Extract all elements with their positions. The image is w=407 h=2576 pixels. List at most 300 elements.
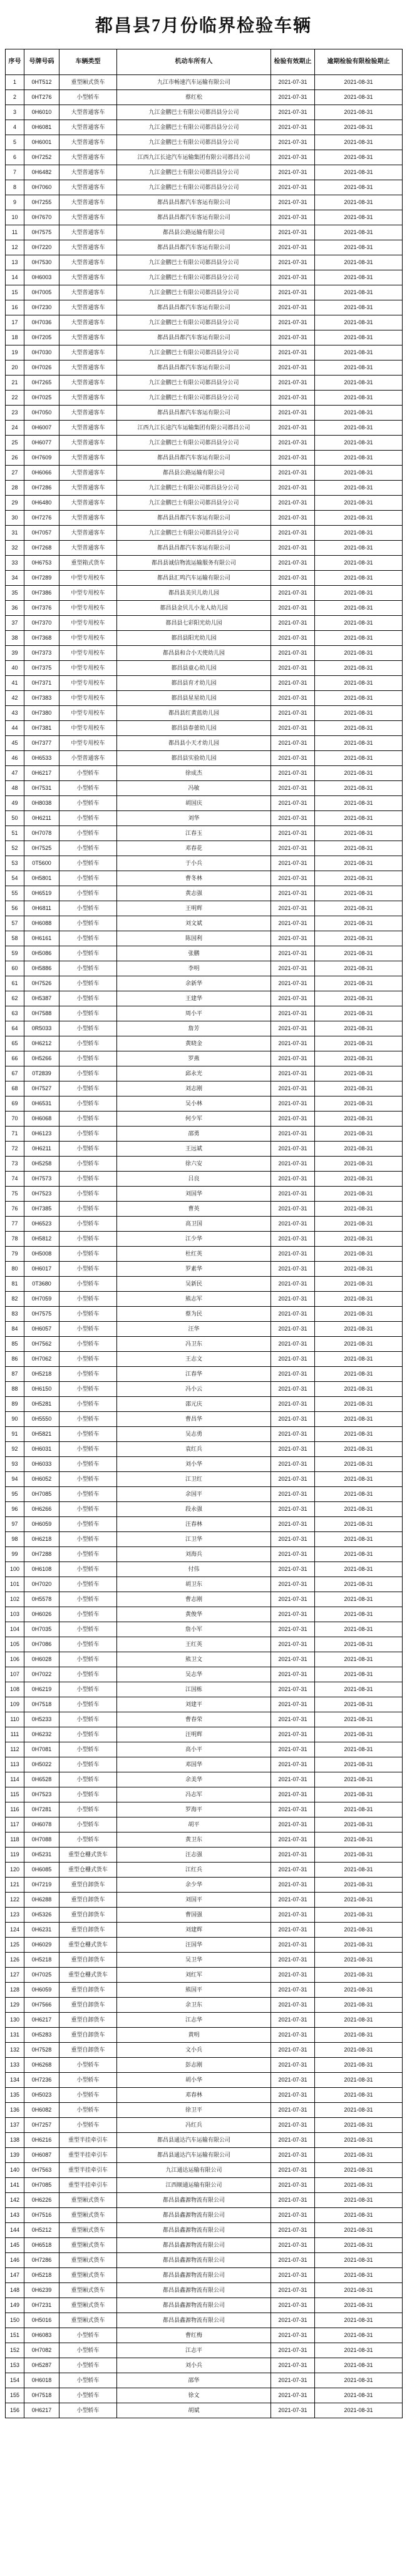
cell-plate: 0H6078: [24, 1817, 59, 1832]
cell-index: 138: [6, 2133, 24, 2148]
table-row: [6, 406, 403, 421]
cell-valid-until: 2021-07-31: [271, 1352, 315, 1367]
cell-plate: 0H7609: [24, 451, 59, 466]
cell-plate: 0H7371: [24, 676, 59, 691]
cell-plate: 0H7265: [24, 376, 59, 391]
cell-valid-until: 2021-07-31: [271, 2343, 315, 2358]
cell-valid-until: 2021-07-31: [271, 631, 315, 646]
cell-overdue-deadline: 2021-08-31: [315, 1953, 403, 1968]
cell-owner: 刘国华: [117, 1187, 271, 1202]
cell-owner: 都昌县小天才幼儿园: [117, 736, 271, 751]
cell-valid-until: 2021-07-31: [271, 1667, 315, 1682]
cell-owner: 都昌县昌都汽车客运有限公司: [117, 360, 271, 376]
cell-owner: 江卫华: [117, 1532, 271, 1547]
cell-valid-until: 2021-07-31: [271, 826, 315, 841]
cell-vehicle-type: 小型轿车: [59, 916, 117, 931]
cell-vehicle-type: 中型专用校车: [59, 691, 117, 706]
cell-valid-until: 2021-07-31: [271, 661, 315, 676]
cell-vehicle-type: 小型轿车: [59, 2328, 117, 2343]
cell-valid-until: 2021-07-31: [271, 2088, 315, 2103]
cell-owner: 江志华: [117, 2013, 271, 2028]
cell-plate: 0H7376: [24, 601, 59, 616]
table-row: [6, 300, 403, 315]
cell-valid-until: 2021-07-31: [271, 1817, 315, 1832]
table-row: [6, 886, 403, 901]
cell-vehicle-type: 大型普通客车: [59, 150, 117, 165]
table-row: [6, 916, 403, 931]
cell-index: 66: [6, 1051, 24, 1066]
cell-index: 147: [6, 2268, 24, 2283]
cell-overdue-deadline: 2021-08-31: [315, 2328, 403, 2343]
cell-index: 80: [6, 1262, 24, 1277]
cell-valid-until: 2021-07-31: [271, 976, 315, 991]
cell-valid-until: 2021-07-31: [271, 1682, 315, 1697]
cell-plate: 0H7205: [24, 330, 59, 345]
cell-owner: 曹红梅: [117, 2328, 271, 2343]
cell-owner: 高小平: [117, 1742, 271, 1757]
cell-valid-until: 2021-07-31: [271, 1938, 315, 1953]
cell-valid-until: 2021-07-31: [271, 616, 315, 631]
cell-vehicle-type: 中型专用校车: [59, 571, 117, 586]
cell-owner: 罗海平: [117, 1802, 271, 1817]
cell-owner: 罗素华: [117, 1262, 271, 1277]
table-row: [6, 1772, 403, 1787]
table-row: [6, 1592, 403, 1607]
cell-vehicle-type: 小型轿车: [59, 1247, 117, 1262]
cell-overdue-deadline: 2021-08-31: [315, 811, 403, 826]
cell-vehicle-type: 中型专用校车: [59, 586, 117, 601]
table-row: [6, 2118, 403, 2133]
cell-vehicle-type: 小型轿车: [59, 1352, 117, 1367]
cell-overdue-deadline: 2021-08-31: [315, 706, 403, 721]
table-row: [6, 871, 403, 886]
cell-vehicle-type: 大型普通客车: [59, 511, 117, 526]
cell-valid-until: 2021-07-31: [271, 1021, 315, 1036]
cell-overdue-deadline: 2021-08-31: [315, 1577, 403, 1592]
table-row: [6, 1998, 403, 2013]
cell-owner: 邓国华: [117, 1757, 271, 1772]
cell-overdue-deadline: 2021-08-31: [315, 586, 403, 601]
cell-vehicle-type: 重型厢式货车: [59, 2313, 117, 2328]
cell-plate: 0T5600: [24, 856, 59, 871]
cell-owner: 吴新民: [117, 1277, 271, 1292]
cell-plate: 0H7088: [24, 1832, 59, 1848]
cell-vehicle-type: 重型厢式货车: [59, 2268, 117, 2283]
cell-plate: 0H6218: [24, 1532, 59, 1547]
cell-owner: 冯敏: [117, 781, 271, 796]
table-row: [6, 451, 403, 466]
cell-plate: 0H7035: [24, 1622, 59, 1637]
table-row: [6, 526, 403, 541]
table-row: [6, 1081, 403, 1096]
cell-overdue-deadline: 2021-08-31: [315, 2058, 403, 2073]
cell-plate: 0H5550: [24, 1412, 59, 1427]
cell-index: 30: [6, 511, 24, 526]
cell-valid-until: 2021-07-31: [271, 360, 315, 376]
cell-vehicle-type: 小型轿车: [59, 1307, 117, 1322]
cell-plate: 0H6026: [24, 1607, 59, 1622]
cell-overdue-deadline: 2021-08-31: [315, 1908, 403, 1923]
cell-overdue-deadline: 2021-08-31: [315, 1277, 403, 1292]
cell-vehicle-type: 小型轿车: [59, 1127, 117, 1142]
cell-valid-until: 2021-07-31: [271, 1757, 315, 1772]
cell-vehicle-type: 中型专用校车: [59, 631, 117, 646]
cell-owner: 刘小华: [117, 1457, 271, 1472]
table-row: [6, 1202, 403, 1217]
table-row: [6, 2223, 403, 2238]
header-valid-until: 检验有效期止: [271, 49, 315, 75]
cell-valid-until: 2021-07-31: [271, 1697, 315, 1712]
cell-vehicle-type: 小型轿车: [59, 1712, 117, 1727]
cell-index: 10: [6, 210, 24, 225]
cell-valid-until: 2021-07-31: [271, 1487, 315, 1502]
cell-valid-until: 2021-07-31: [271, 2298, 315, 2313]
cell-overdue-deadline: 2021-08-31: [315, 2223, 403, 2238]
cell-overdue-deadline: 2021-08-31: [315, 1307, 403, 1322]
cell-valid-until: 2021-07-31: [271, 1427, 315, 1442]
cell-index: 86: [6, 1352, 24, 1367]
table-row: [6, 2388, 403, 2403]
cell-plate: 0H7575: [24, 1307, 59, 1322]
cell-valid-until: 2021-07-31: [271, 1412, 315, 1427]
cell-owner: 都昌县鑫源物流有限公司: [117, 2283, 271, 2298]
cell-index: 135: [6, 2088, 24, 2103]
cell-valid-until: 2021-07-31: [271, 856, 315, 871]
cell-index: 31: [6, 526, 24, 541]
cell-plate: 0H6523: [24, 1217, 59, 1232]
cell-index: 121: [6, 1878, 24, 1893]
cell-index: 3: [6, 105, 24, 120]
cell-owner: 杜红英: [117, 1247, 271, 1262]
cell-valid-until: 2021-07-31: [271, 195, 315, 210]
cell-overdue-deadline: 2021-08-31: [315, 841, 403, 856]
cell-owner: 胡国庆: [117, 796, 271, 811]
cell-owner: 刘小兵: [117, 2358, 271, 2373]
cell-plate: 0H6216: [24, 2133, 59, 2148]
cell-valid-until: 2021-07-31: [271, 796, 315, 811]
cell-plate: 0H6029: [24, 1938, 59, 1953]
cell-vehicle-type: 重型自卸货车: [59, 2043, 117, 2058]
cell-valid-until: 2021-07-31: [271, 1157, 315, 1172]
cell-valid-until: 2021-07-31: [271, 270, 315, 285]
cell-owner: 都昌县汇鸣汽车运输有限公司: [117, 571, 271, 586]
cell-overdue-deadline: 2021-08-31: [315, 300, 403, 315]
table-row: [6, 376, 403, 391]
cell-owner: 都昌县阳光幼儿园: [117, 631, 271, 646]
table-row: [6, 2283, 403, 2298]
cell-plate: 0H6068: [24, 1112, 59, 1127]
cell-valid-until: 2021-07-31: [271, 811, 315, 826]
cell-owner: 九江金鹏巴士有限公司都昌县分公司: [117, 481, 271, 496]
cell-vehicle-type: 小型轿车: [59, 1652, 117, 1667]
table-row: [6, 1247, 403, 1262]
cell-valid-until: 2021-07-31: [271, 2148, 315, 2163]
table-row: [6, 1487, 403, 1502]
cell-owner: 冯小云: [117, 1382, 271, 1397]
table-row: [6, 826, 403, 841]
cell-owner: 九江金鹏巴士有限公司都昌县分公司: [117, 105, 271, 120]
cell-vehicle-type: 中型专用校车: [59, 676, 117, 691]
cell-overdue-deadline: 2021-08-31: [315, 2343, 403, 2358]
cell-overdue-deadline: 2021-08-31: [315, 1172, 403, 1187]
cell-owner: 都昌县昌都汽车客运有限公司: [117, 511, 271, 526]
table-row: [6, 1832, 403, 1848]
cell-plate: 0H5022: [24, 1757, 59, 1772]
cell-vehicle-type: 大型普通客车: [59, 210, 117, 225]
cell-plate: 0H6085: [24, 1863, 59, 1878]
cell-valid-until: 2021-07-31: [271, 1472, 315, 1487]
cell-owner: 都昌县昌都汽车客运有限公司: [117, 300, 271, 315]
cell-owner: 都昌县昌都汽车客运有限公司: [117, 406, 271, 421]
cell-overdue-deadline: 2021-08-31: [315, 721, 403, 736]
table-row: [6, 1217, 403, 1232]
cell-index: 68: [6, 1081, 24, 1096]
cell-owner: 邵元庆: [117, 1397, 271, 1412]
cell-owner: 熊志军: [117, 1292, 271, 1307]
cell-overdue-deadline: 2021-08-31: [315, 2268, 403, 2283]
cell-owner: 付伟: [117, 1562, 271, 1577]
cell-valid-until: 2021-07-31: [271, 345, 315, 360]
cell-owner: 汪国华: [117, 1938, 271, 1953]
cell-vehicle-type: 小型轿车: [59, 1187, 117, 1202]
cell-index: 12: [6, 240, 24, 255]
cell-index: 104: [6, 1622, 24, 1637]
table-row: [6, 796, 403, 811]
cell-vehicle-type: 小型轿车: [59, 946, 117, 961]
cell-overdue-deadline: 2021-08-31: [315, 2133, 403, 2148]
cell-valid-until: 2021-07-31: [271, 871, 315, 886]
cell-owner: 都昌县通达汽车运输有限公司: [117, 2133, 271, 2148]
cell-overdue-deadline: 2021-08-31: [315, 1322, 403, 1337]
table-row: [6, 1727, 403, 1742]
cell-vehicle-type: 重型厢式货车: [59, 2238, 117, 2253]
table-row: [6, 961, 403, 976]
header-vehicle-type: 车辆类型: [59, 49, 117, 75]
cell-overdue-deadline: 2021-08-31: [315, 1682, 403, 1697]
table-row: [6, 2058, 403, 2073]
cell-valid-until: 2021-07-31: [271, 1878, 315, 1893]
cell-index: 24: [6, 421, 24, 436]
cell-overdue-deadline: 2021-08-31: [315, 496, 403, 511]
cell-index: 143: [6, 2208, 24, 2223]
cell-index: 46: [6, 751, 24, 766]
cell-vehicle-type: 小型轿车: [59, 1472, 117, 1487]
cell-index: 153: [6, 2358, 24, 2373]
cell-index: 53: [6, 856, 24, 871]
cell-index: 51: [6, 826, 24, 841]
cell-owner: 王远斌: [117, 1142, 271, 1157]
cell-valid-until: 2021-07-31: [271, 1367, 315, 1382]
cell-vehicle-type: 重型厢式货车: [59, 2208, 117, 2223]
table-row: [6, 1006, 403, 1021]
cell-overdue-deadline: 2021-08-31: [315, 1412, 403, 1427]
cell-index: 114: [6, 1772, 24, 1787]
cell-owner: 都昌县美贝儿幼儿园: [117, 586, 271, 601]
cell-overdue-deadline: 2021-08-31: [315, 2358, 403, 2373]
cell-overdue-deadline: 2021-08-31: [315, 210, 403, 225]
cell-owner: 余新华: [117, 976, 271, 991]
table-row: [6, 1397, 403, 1412]
cell-valid-until: 2021-07-31: [271, 676, 315, 691]
cell-valid-until: 2021-07-31: [271, 1998, 315, 2013]
cell-owner: 都昌县通达汽车运输有限公司: [117, 2148, 271, 2163]
cell-index: 126: [6, 1953, 24, 1968]
table-row: [6, 1021, 403, 1036]
cell-overdue-deadline: 2021-08-31: [315, 1517, 403, 1532]
cell-valid-until: 2021-07-31: [271, 225, 315, 240]
cell-overdue-deadline: 2021-08-31: [315, 871, 403, 886]
table-row: [6, 1172, 403, 1187]
cell-plate: 0H6217: [24, 2403, 59, 2418]
cell-overdue-deadline: 2021-08-31: [315, 1727, 403, 1742]
cell-vehicle-type: 小型轿车: [59, 841, 117, 856]
table-row: [6, 165, 403, 180]
cell-valid-until: 2021-07-31: [271, 2388, 315, 2403]
cell-overdue-deadline: 2021-08-31: [315, 1217, 403, 1232]
cell-vehicle-type: 小型轿车: [59, 811, 117, 826]
cell-overdue-deadline: 2021-08-31: [315, 1607, 403, 1622]
cell-vehicle-type: 小型轿车: [59, 1096, 117, 1112]
cell-plate: 0H7526: [24, 976, 59, 991]
cell-vehicle-type: 重型箱式货车: [59, 556, 117, 571]
table-row: [6, 766, 403, 781]
cell-index: 21: [6, 376, 24, 391]
cell-valid-until: 2021-07-31: [271, 1187, 315, 1202]
cell-vehicle-type: 大型普通客车: [59, 376, 117, 391]
cell-owner: 陈国利: [117, 931, 271, 946]
cell-vehicle-type: 小型轿车: [59, 1502, 117, 1517]
cell-index: 129: [6, 1998, 24, 2013]
cell-overdue-deadline: 2021-08-31: [315, 2103, 403, 2118]
cell-overdue-deadline: 2021-08-31: [315, 766, 403, 781]
cell-vehicle-type: 大型普通客车: [59, 255, 117, 270]
cell-plate: 0H5008: [24, 1247, 59, 1262]
cell-plate: 0H6028: [24, 1652, 59, 1667]
cell-owner: 都昌县童心幼儿园: [117, 661, 271, 676]
cell-overdue-deadline: 2021-08-31: [315, 796, 403, 811]
cell-index: 14: [6, 270, 24, 285]
cell-plate: 0H7523: [24, 1787, 59, 1802]
cell-plate: 0H7523: [24, 1187, 59, 1202]
cell-plate: 0H5283: [24, 2028, 59, 2043]
cell-overdue-deadline: 2021-08-31: [315, 2298, 403, 2313]
cell-index: 131: [6, 2028, 24, 2043]
cell-owner: 都昌县星星幼儿园: [117, 691, 271, 706]
cell-vehicle-type: 小型轿车: [59, 2373, 117, 2388]
cell-owner: 詹芳: [117, 1021, 271, 1036]
cell-plate: 0H7025: [24, 391, 59, 406]
cell-valid-until: 2021-07-31: [271, 1307, 315, 1322]
cell-valid-until: 2021-07-31: [271, 481, 315, 496]
cell-valid-until: 2021-07-31: [271, 1066, 315, 1081]
cell-plate: 0H7268: [24, 541, 59, 556]
cell-vehicle-type: 重型仓栅式货车: [59, 1848, 117, 1863]
cell-owner: 吴小林: [117, 1096, 271, 1112]
table-row: [6, 721, 403, 736]
table-row: [6, 1532, 403, 1547]
cell-valid-until: 2021-07-31: [271, 255, 315, 270]
table-row: [6, 1066, 403, 1081]
cell-vehicle-type: 大型普通客车: [59, 285, 117, 300]
cell-owner: 都昌县诚信物流运输服务有限公司: [117, 556, 271, 571]
cell-vehicle-type: 小型轿车: [59, 1051, 117, 1066]
cell-overdue-deadline: 2021-08-31: [315, 856, 403, 871]
cell-overdue-deadline: 2021-08-31: [315, 1667, 403, 1682]
cell-owner: 都昌县鑫源物流有限公司: [117, 2253, 271, 2268]
table-row: [6, 391, 403, 406]
cell-owner: 徐成杰: [117, 766, 271, 781]
cell-index: 127: [6, 1968, 24, 1983]
cell-vehicle-type: 小型轿车: [59, 1787, 117, 1802]
table-row: [6, 1112, 403, 1127]
table-row: [6, 150, 403, 165]
cell-vehicle-type: 小型轿车: [59, 1157, 117, 1172]
cell-plate: 0H7527: [24, 1081, 59, 1096]
table-row: [6, 1051, 403, 1066]
cell-valid-until: 2021-07-31: [271, 2058, 315, 2073]
cell-valid-until: 2021-07-31: [271, 1532, 315, 1547]
table-row: [6, 1036, 403, 1051]
table-row: [6, 225, 403, 240]
cell-vehicle-type: 小型轿车: [59, 1292, 117, 1307]
cell-index: 125: [6, 1938, 24, 1953]
table-row: [6, 1908, 403, 1923]
cell-owner: 邓春花: [117, 841, 271, 856]
cell-index: 91: [6, 1427, 24, 1442]
cell-owner: 王志文: [117, 1352, 271, 1367]
cell-valid-until: 2021-07-31: [271, 2268, 315, 2283]
cell-vehicle-type: 小型轿车: [59, 1742, 117, 1757]
cell-valid-until: 2021-07-31: [271, 90, 315, 105]
cell-owner: 江卫红: [117, 1472, 271, 1487]
cell-owner: 九江通达运输有限公司: [117, 2163, 271, 2178]
cell-plate: 0H7078: [24, 826, 59, 841]
cell-overdue-deadline: 2021-08-31: [315, 195, 403, 210]
table-row: [6, 1893, 403, 1908]
cell-overdue-deadline: 2021-08-31: [315, 391, 403, 406]
cell-plate: 0H6087: [24, 2148, 59, 2163]
cell-owner: 曹英: [117, 1202, 271, 1217]
cell-owner: 都昌县昌都汽车客运有限公司: [117, 451, 271, 466]
cell-index: 130: [6, 2013, 24, 2028]
cell-valid-until: 2021-07-31: [271, 451, 315, 466]
cell-index: 150: [6, 2313, 24, 2328]
table-row: [6, 2403, 403, 2418]
table-row: [6, 556, 403, 571]
header-row: [6, 49, 403, 75]
cell-index: 17: [6, 315, 24, 330]
cell-owner: 都昌县昌都汽车客运有限公司: [117, 210, 271, 225]
cell-index: 144: [6, 2223, 24, 2238]
cell-index: 105: [6, 1637, 24, 1652]
cell-overdue-deadline: 2021-08-31: [315, 991, 403, 1006]
table-row: [6, 1547, 403, 1562]
cell-overdue-deadline: 2021-08-31: [315, 1502, 403, 1517]
cell-index: 109: [6, 1697, 24, 1712]
cell-index: 81: [6, 1277, 24, 1292]
cell-overdue-deadline: 2021-08-31: [315, 421, 403, 436]
cell-index: 69: [6, 1096, 24, 1112]
cell-index: 67: [6, 1066, 24, 1081]
cell-valid-until: 2021-07-31: [271, 2373, 315, 2388]
cell-plate: 0HT276: [24, 90, 59, 105]
cell-owner: 刘建辉: [117, 1923, 271, 1938]
cell-index: 20: [6, 360, 24, 376]
cell-valid-until: 2021-07-31: [271, 1968, 315, 1983]
cell-plate: 0H7060: [24, 180, 59, 195]
cell-plate: 0H6211: [24, 811, 59, 826]
cell-index: 128: [6, 1983, 24, 1998]
